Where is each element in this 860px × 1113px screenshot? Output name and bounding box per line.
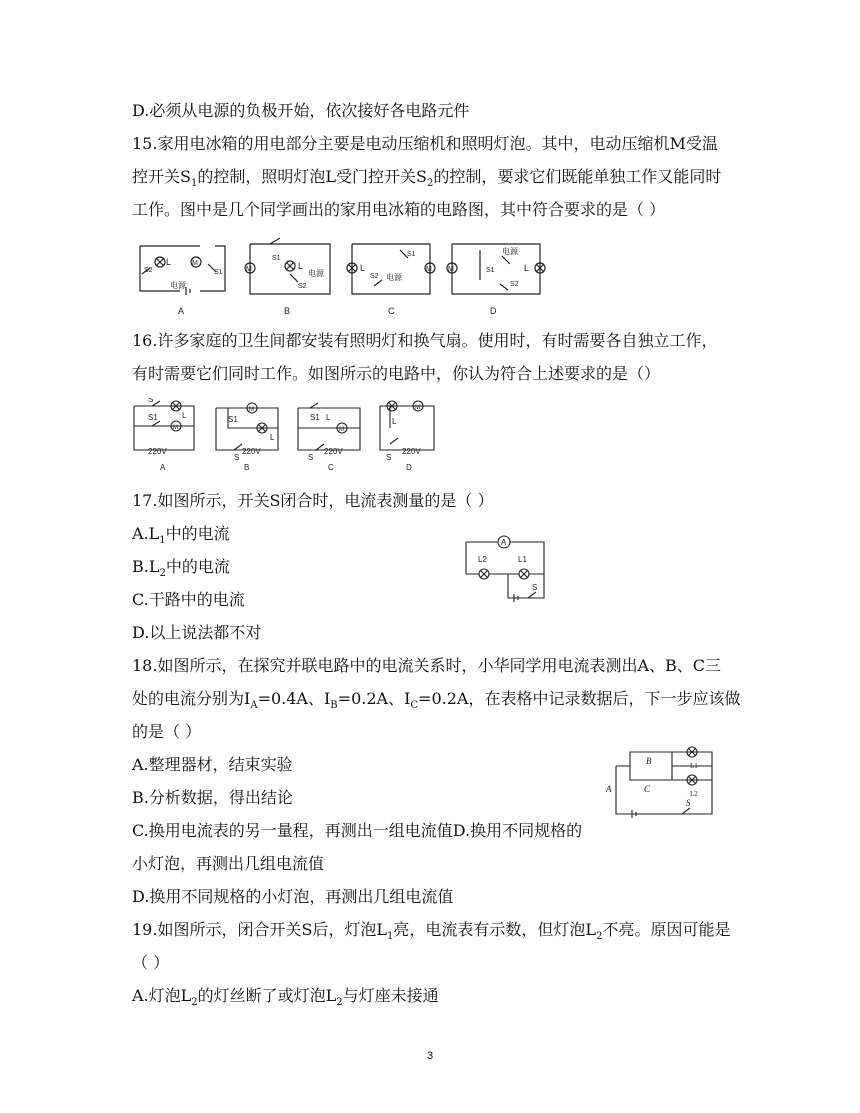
svg-text:B: B: [244, 463, 250, 472]
svg-text:M: M: [426, 266, 432, 273]
svg-text:L: L: [270, 433, 275, 442]
svg-text:电源: 电源: [308, 269, 324, 278]
q19-stem-line1: 19.如图所示，闭合开关S后，灯泡$L_1$亮，电流表有示数，但灯泡$L_2$不亮。原因可能是: [132, 920, 731, 943]
svg-text:S: S: [308, 453, 314, 462]
q16-circuit-figures: [128, 398, 438, 474]
svg-text:S2: S2: [144, 267, 153, 274]
q16-stem-line1: 16.许多家庭的卫生间都安装有照明灯和换气扇。使用时，有时需要各自独立工作，: [132, 331, 718, 350]
svg-text:220V: 220V: [402, 447, 421, 456]
svg-text:L: L: [392, 417, 397, 426]
q19-stem-line2: （ ）: [132, 953, 170, 972]
svg-text:S: S: [234, 453, 240, 462]
svg-text:D: D: [490, 306, 497, 316]
svg-text:S1: S1: [272, 255, 281, 262]
svg-text:A: A: [160, 463, 166, 472]
svg-text:L: L: [166, 257, 172, 267]
svg-text:L: L: [298, 261, 304, 271]
q18-circuit-figure: [606, 740, 718, 820]
svg-text:L: L: [360, 263, 366, 273]
svg-text:L1: L1: [690, 762, 698, 770]
svg-text:D: D: [406, 463, 412, 472]
svg-text:S: S: [686, 798, 691, 808]
svg-text:M: M: [192, 260, 198, 267]
q18-option-d[interactable]: D.换用不同规格的小灯泡，再测出几组电流值: [132, 887, 454, 906]
svg-text:B: B: [646, 756, 652, 766]
q15-stem-line3: 工作。图中是几个同学画出的家用电冰箱的电路图，其中符合要求的是（ ）: [132, 200, 666, 219]
svg-text:S1: S1: [407, 251, 416, 258]
svg-text:电源: 电源: [502, 247, 518, 256]
svg-text:S: S: [386, 453, 392, 462]
q17-option-c[interactable]: C.干路中的电流: [132, 590, 245, 609]
svg-text:B: B: [284, 306, 291, 316]
svg-text:M: M: [173, 425, 178, 431]
page-number: 3: [426, 1050, 434, 1062]
svg-text:220V: 220V: [242, 447, 261, 456]
svg-text:S2: S2: [298, 283, 307, 290]
svg-text:S1: S1: [228, 415, 238, 424]
svg-text:S1: S1: [310, 413, 320, 422]
svg-text:M: M: [448, 266, 454, 273]
svg-text:220V: 220V: [148, 447, 167, 456]
svg-text:M: M: [246, 266, 252, 273]
q18-option-a[interactable]: A.整理器材，结束实验: [132, 755, 293, 774]
svg-text:L2: L2: [478, 555, 487, 564]
svg-text:L: L: [326, 413, 331, 422]
svg-text:S2: S2: [370, 273, 379, 280]
svg-text:S1: S1: [214, 269, 223, 276]
svg-text:L: L: [524, 263, 530, 273]
svg-text:S: S: [532, 583, 538, 592]
svg-text:L1: L1: [518, 555, 527, 564]
q18-option-b[interactable]: B.分析数据，得出结论: [132, 788, 293, 807]
svg-text:S2: S2: [510, 281, 519, 288]
q17-option-b[interactable]: $B.L_2$中的电流: [132, 557, 230, 580]
q15-circuit-figures: [130, 236, 570, 318]
q17-option-d[interactable]: D.以上说法都不对: [132, 623, 262, 642]
q18-stem-line2: 处的电流分别为$I_A=0.4A$、$I_B=0.2A$、$I_C=0.2A$，在表格中记录数据后，下一步应该做: [132, 689, 741, 712]
svg-text:L2: L2: [690, 790, 698, 798]
q19-option-a[interactable]: A.灯泡$L_2$的灯丝断了或灯泡$L_2$与灯座未接通: [132, 986, 439, 1009]
q18-stem-line3: 的是（ ）: [132, 722, 202, 741]
svg-text:220V: 220V: [324, 447, 343, 456]
svg-text:电源: 电源: [386, 273, 402, 282]
q17-stem: 17.如图所示，开关S闭合时，电流表测量的是（ ）: [132, 491, 494, 510]
svg-text:M: M: [249, 407, 254, 413]
q17-circuit-figure: [460, 534, 560, 606]
q16-stem-line2: 有时需要它们同时工作。如图所示的电路中，你认为符合上述要求的是（）: [132, 364, 661, 383]
svg-text:A: A: [178, 306, 185, 316]
q18-option-c[interactable]: C.换用电流表的另一量程，再测出一组电流值D.换用不同规格的: [132, 821, 583, 840]
q14-option-d: D.必须从电源的负极开始，依次接好各电路元件: [132, 101, 470, 120]
q15-circuit-b: [245, 238, 330, 294]
svg-text:S1: S1: [148, 413, 158, 422]
svg-text:S: S: [148, 398, 154, 404]
svg-text:M: M: [339, 427, 344, 433]
svg-text:M: M: [415, 405, 420, 411]
q17-option-a[interactable]: $A.L_1$中的电流: [132, 524, 230, 547]
q15-stem-line2: 控开关$S_1$的控制，照明灯泡L受门控开关$S_2$的控制，要求它们既能单独工作又能同时: [132, 167, 722, 190]
svg-text:A: A: [606, 784, 612, 794]
q15-circuit-d: [447, 244, 545, 294]
svg-text:L: L: [182, 411, 187, 420]
q18-stem-line1: 18.如图所示，在探究并联电路中的电流关系时，小华同学用电流表测出A、B、C三: [132, 656, 722, 675]
svg-text:C: C: [328, 463, 334, 472]
svg-text:S1: S1: [486, 267, 495, 274]
svg-text:电源: 电源: [170, 281, 186, 290]
svg-text:C: C: [388, 306, 395, 316]
q15-stem-line1: 15.家用电冰箱的用电部分主要是电动压缩机和照明灯泡。其中，电动压缩机M受温: [132, 134, 718, 153]
svg-text:A: A: [501, 538, 507, 547]
q18-option-c-continued: 小灯泡，再测出几组电流值: [132, 854, 325, 873]
svg-text:C: C: [644, 784, 651, 794]
